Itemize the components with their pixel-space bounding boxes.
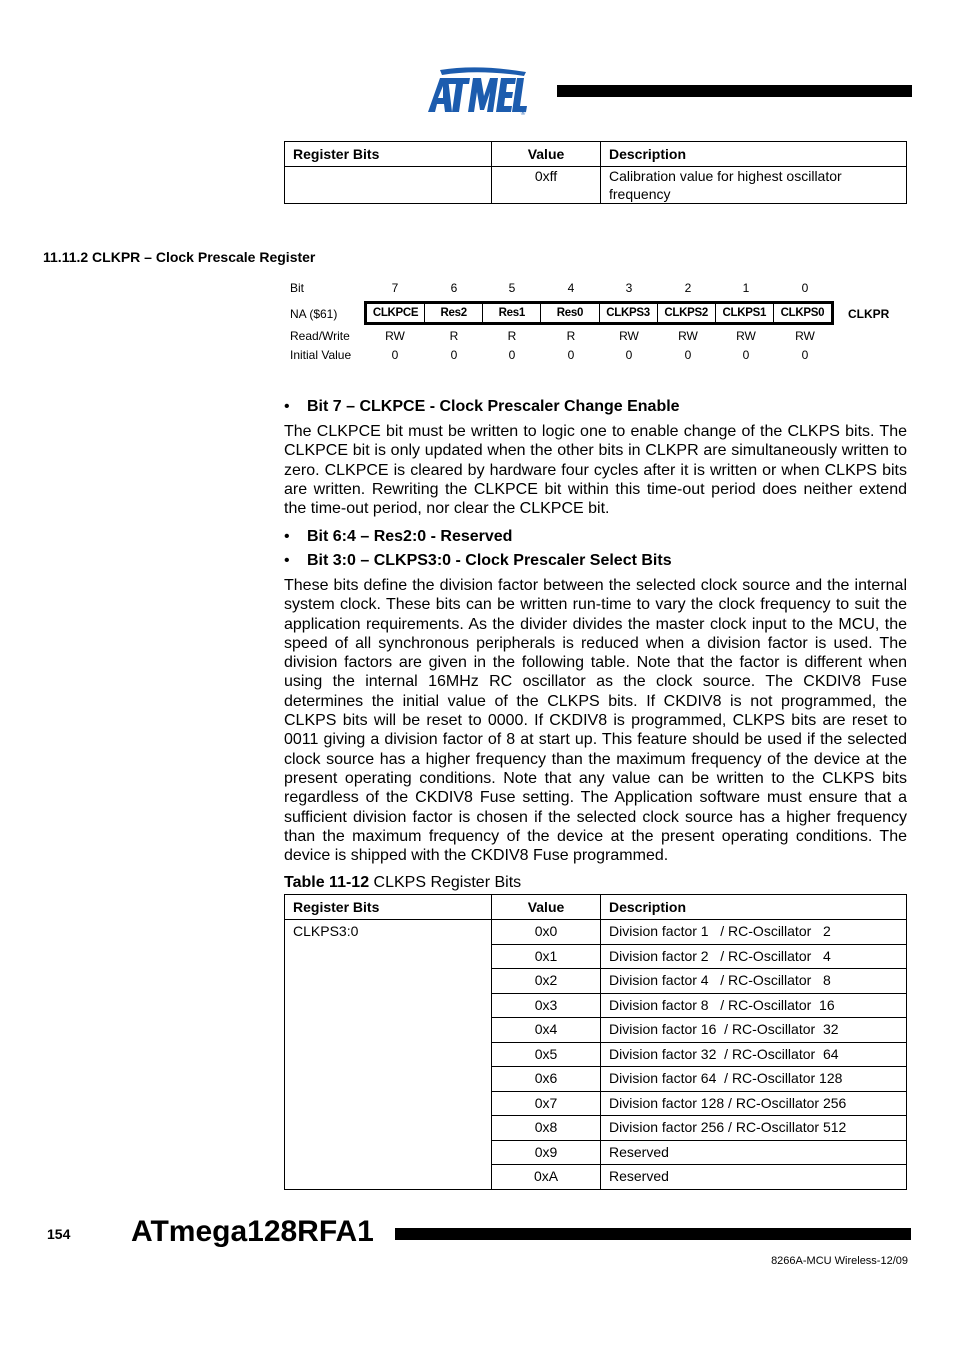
- cell-description: Division factor 32 / RC-Oscillator 64: [601, 1042, 907, 1067]
- bit-number: 4: [567, 281, 575, 295]
- init-value: 0: [567, 348, 575, 362]
- bit-number: 0: [801, 281, 809, 295]
- cell-description: Division factor 1 / RC-Oscillator 2: [601, 920, 907, 945]
- address-label: NA ($61): [290, 307, 338, 321]
- rw-value: R: [566, 329, 576, 343]
- init-value: 0: [508, 348, 516, 362]
- table-row: [285, 920, 907, 945]
- init-value: 0: [625, 348, 633, 362]
- init-value: 0: [450, 348, 458, 362]
- field-clkps1: CLKPS1: [715, 304, 773, 322]
- cell-register-bits: [285, 167, 492, 204]
- col-header-value: Value: [492, 142, 601, 167]
- col-header-value: Value: [492, 895, 601, 920]
- bit-number: 2: [684, 281, 692, 295]
- rw-value: RW: [736, 329, 756, 343]
- rw-value: R: [449, 329, 459, 343]
- init-value: 0: [801, 348, 809, 362]
- atmel-logo: [426, 66, 530, 116]
- table-number: Table 11-12: [284, 874, 370, 891]
- field-res0: Res0: [540, 304, 598, 322]
- header-bar: [557, 85, 912, 97]
- cell-value: 0x3: [492, 993, 601, 1018]
- cell-value: 0xA: [492, 1165, 601, 1190]
- field-clkps2: CLKPS2: [657, 304, 715, 322]
- bullet-dot: •: [284, 552, 290, 569]
- rw-value: RW: [619, 329, 639, 343]
- cell-description: Division factor 64 / RC-Oscillator 128: [601, 1067, 907, 1092]
- cell-description: Division factor 4 / RC-Oscillator 8: [601, 969, 907, 994]
- col-header-description: Description: [601, 142, 907, 167]
- document-id: 8266A-MCU Wireless-12/09: [771, 1255, 908, 1267]
- table-header-row: [285, 142, 907, 167]
- cell-value: 0x4: [492, 1018, 601, 1043]
- register-diagram: [284, 278, 914, 370]
- footer-bar: [395, 1228, 911, 1240]
- rw-value: R: [507, 329, 517, 343]
- cell-value: 0x1: [492, 944, 601, 969]
- bullet-dot: •: [284, 528, 290, 545]
- cell-value: 0x2: [492, 969, 601, 994]
- bit-label: Bit: [290, 281, 305, 295]
- paragraph-clkpce: The CLKPCE bit must be written to logic one to enable change of the CLKPS bits. The CLKPCE bit is only updated when the other bits in CLKPR are simultaneously written to zero. CLKPCE is cleared by hardware four cycles after it is written or when CLKPS bits are written. Rewriting the CLKPCE bit within this time-out period does neither extend the time-out period, nor clear the CLKPCE bit.: [284, 423, 907, 518]
- field-clkps3: CLKPS3: [599, 304, 657, 322]
- bit-number: 1: [742, 281, 750, 295]
- table-caption: [284, 874, 521, 892]
- bit-number: 7: [391, 281, 399, 295]
- init-value: 0: [684, 348, 692, 362]
- field-clkps0: CLKPS0: [773, 304, 831, 322]
- col-header-description: Description: [601, 895, 907, 920]
- bit-number: 3: [625, 281, 633, 295]
- clkps-table: [284, 894, 907, 1190]
- calibration-table: [284, 141, 907, 204]
- cell-value: 0x5: [492, 1042, 601, 1067]
- field-clkpce: CLKPCE: [372, 307, 419, 319]
- col-header-register-bits: Register Bits: [285, 895, 492, 920]
- bullet-clkpce: [284, 398, 680, 416]
- field-res1: Res1: [482, 304, 540, 322]
- section-title: 11.11.2 CLKPR – Clock Prescale Register: [43, 249, 316, 265]
- cell-description: Calibration value for highest oscillator frequency: [601, 167, 907, 204]
- cell-description: Reserved: [601, 1165, 907, 1190]
- init-value: 0: [742, 348, 750, 362]
- bullet-reserved: [284, 528, 512, 546]
- cell-value: 0x6: [492, 1067, 601, 1092]
- col-header-register-bits: Register Bits: [285, 142, 492, 167]
- bullet-dot: •: [284, 398, 290, 415]
- table-header-row: [285, 895, 907, 920]
- bit-number: 5: [508, 281, 516, 295]
- bullet-clkps: [284, 552, 672, 570]
- page-number: 154: [47, 1226, 71, 1242]
- init-label: Initial Value: [290, 348, 352, 362]
- cell-description: Division factor 2 / RC-Oscillator 4: [601, 944, 907, 969]
- cell-value: 0x0: [492, 920, 601, 945]
- bit-number: 6: [450, 281, 458, 295]
- cell-description: Division factor 128 / RC-Oscillator 256: [601, 1091, 907, 1116]
- cell-value: 0x8: [492, 1116, 601, 1141]
- bullet-text: Bit 7 – CLKPCE - Clock Prescaler Change Enable: [307, 398, 680, 415]
- cell-description: Division factor 256 / RC-Oscillator 512: [601, 1116, 907, 1141]
- table-caption-title: CLKPS Register Bits: [369, 874, 522, 891]
- rw-value: RW: [385, 329, 405, 343]
- document-title: ATmega128RFA1: [131, 1215, 374, 1248]
- bullet-text: Bit 6:4 – Res2:0 - Reserved: [307, 528, 513, 545]
- rw-label: Read/Write: [290, 329, 350, 343]
- init-value: 0: [391, 348, 399, 362]
- paragraph-clkps: These bits define the division factor between the selected clock source and the internal system clock. These bits can be written run-time to vary the clock frequency to suit the application requirements. As the divider divides the master clock input to the MCU, the speed of all synchronous peripherals is reduced when a division factor is used. The division factors are given in the following table. Note that the factor is different when using the internal 16MHz RC oscillator as the clock source. The CKDIV8 Fuse determines the initial value of the CLKPS bits. If CKDIV8 is not programmed, the CLKPS bits will be reset to 0000. If CKDIV8 is programmed, CLKPS bits are reset to 0011 giving a division factor of 8 at start up. This feature should be used if the selected clock source has a higher frequency than the maximum frequency of the device at the present operating conditions. Note that any value can be written to the CLKPS bits regardless of the CKDIV8 Fuse setting. The Application software must ensure that a sufficient division factor is chosen if the selected clock source has a higher frequency than the maximum frequency of the device at the present operating conditions. The device is shipped with the CKDIV8 Fuse programmed.: [284, 577, 907, 865]
- table-row: [285, 167, 907, 204]
- cell-description: Division factor 16 / RC-Oscillator 32: [601, 1018, 907, 1043]
- svg-text:®: ®: [520, 110, 526, 116]
- rw-value: RW: [795, 329, 815, 343]
- rw-value: RW: [678, 329, 698, 343]
- cell-value: 0xff: [492, 167, 601, 204]
- cell-value: 0x9: [492, 1140, 601, 1165]
- register-name: CLKPR: [848, 307, 890, 321]
- bullet-text: Bit 3:0 – CLKPS3:0 - Clock Prescaler Select Bits: [307, 552, 672, 569]
- cell-description: Division factor 8 / RC-Oscillator 16: [601, 993, 907, 1018]
- cell-register-bits: CLKPS3:0: [285, 920, 492, 1190]
- register-fields: [364, 301, 834, 325]
- cell-description: Reserved: [601, 1140, 907, 1165]
- cell-value: 0x7: [492, 1091, 601, 1116]
- field-res2: Res2: [424, 304, 482, 322]
